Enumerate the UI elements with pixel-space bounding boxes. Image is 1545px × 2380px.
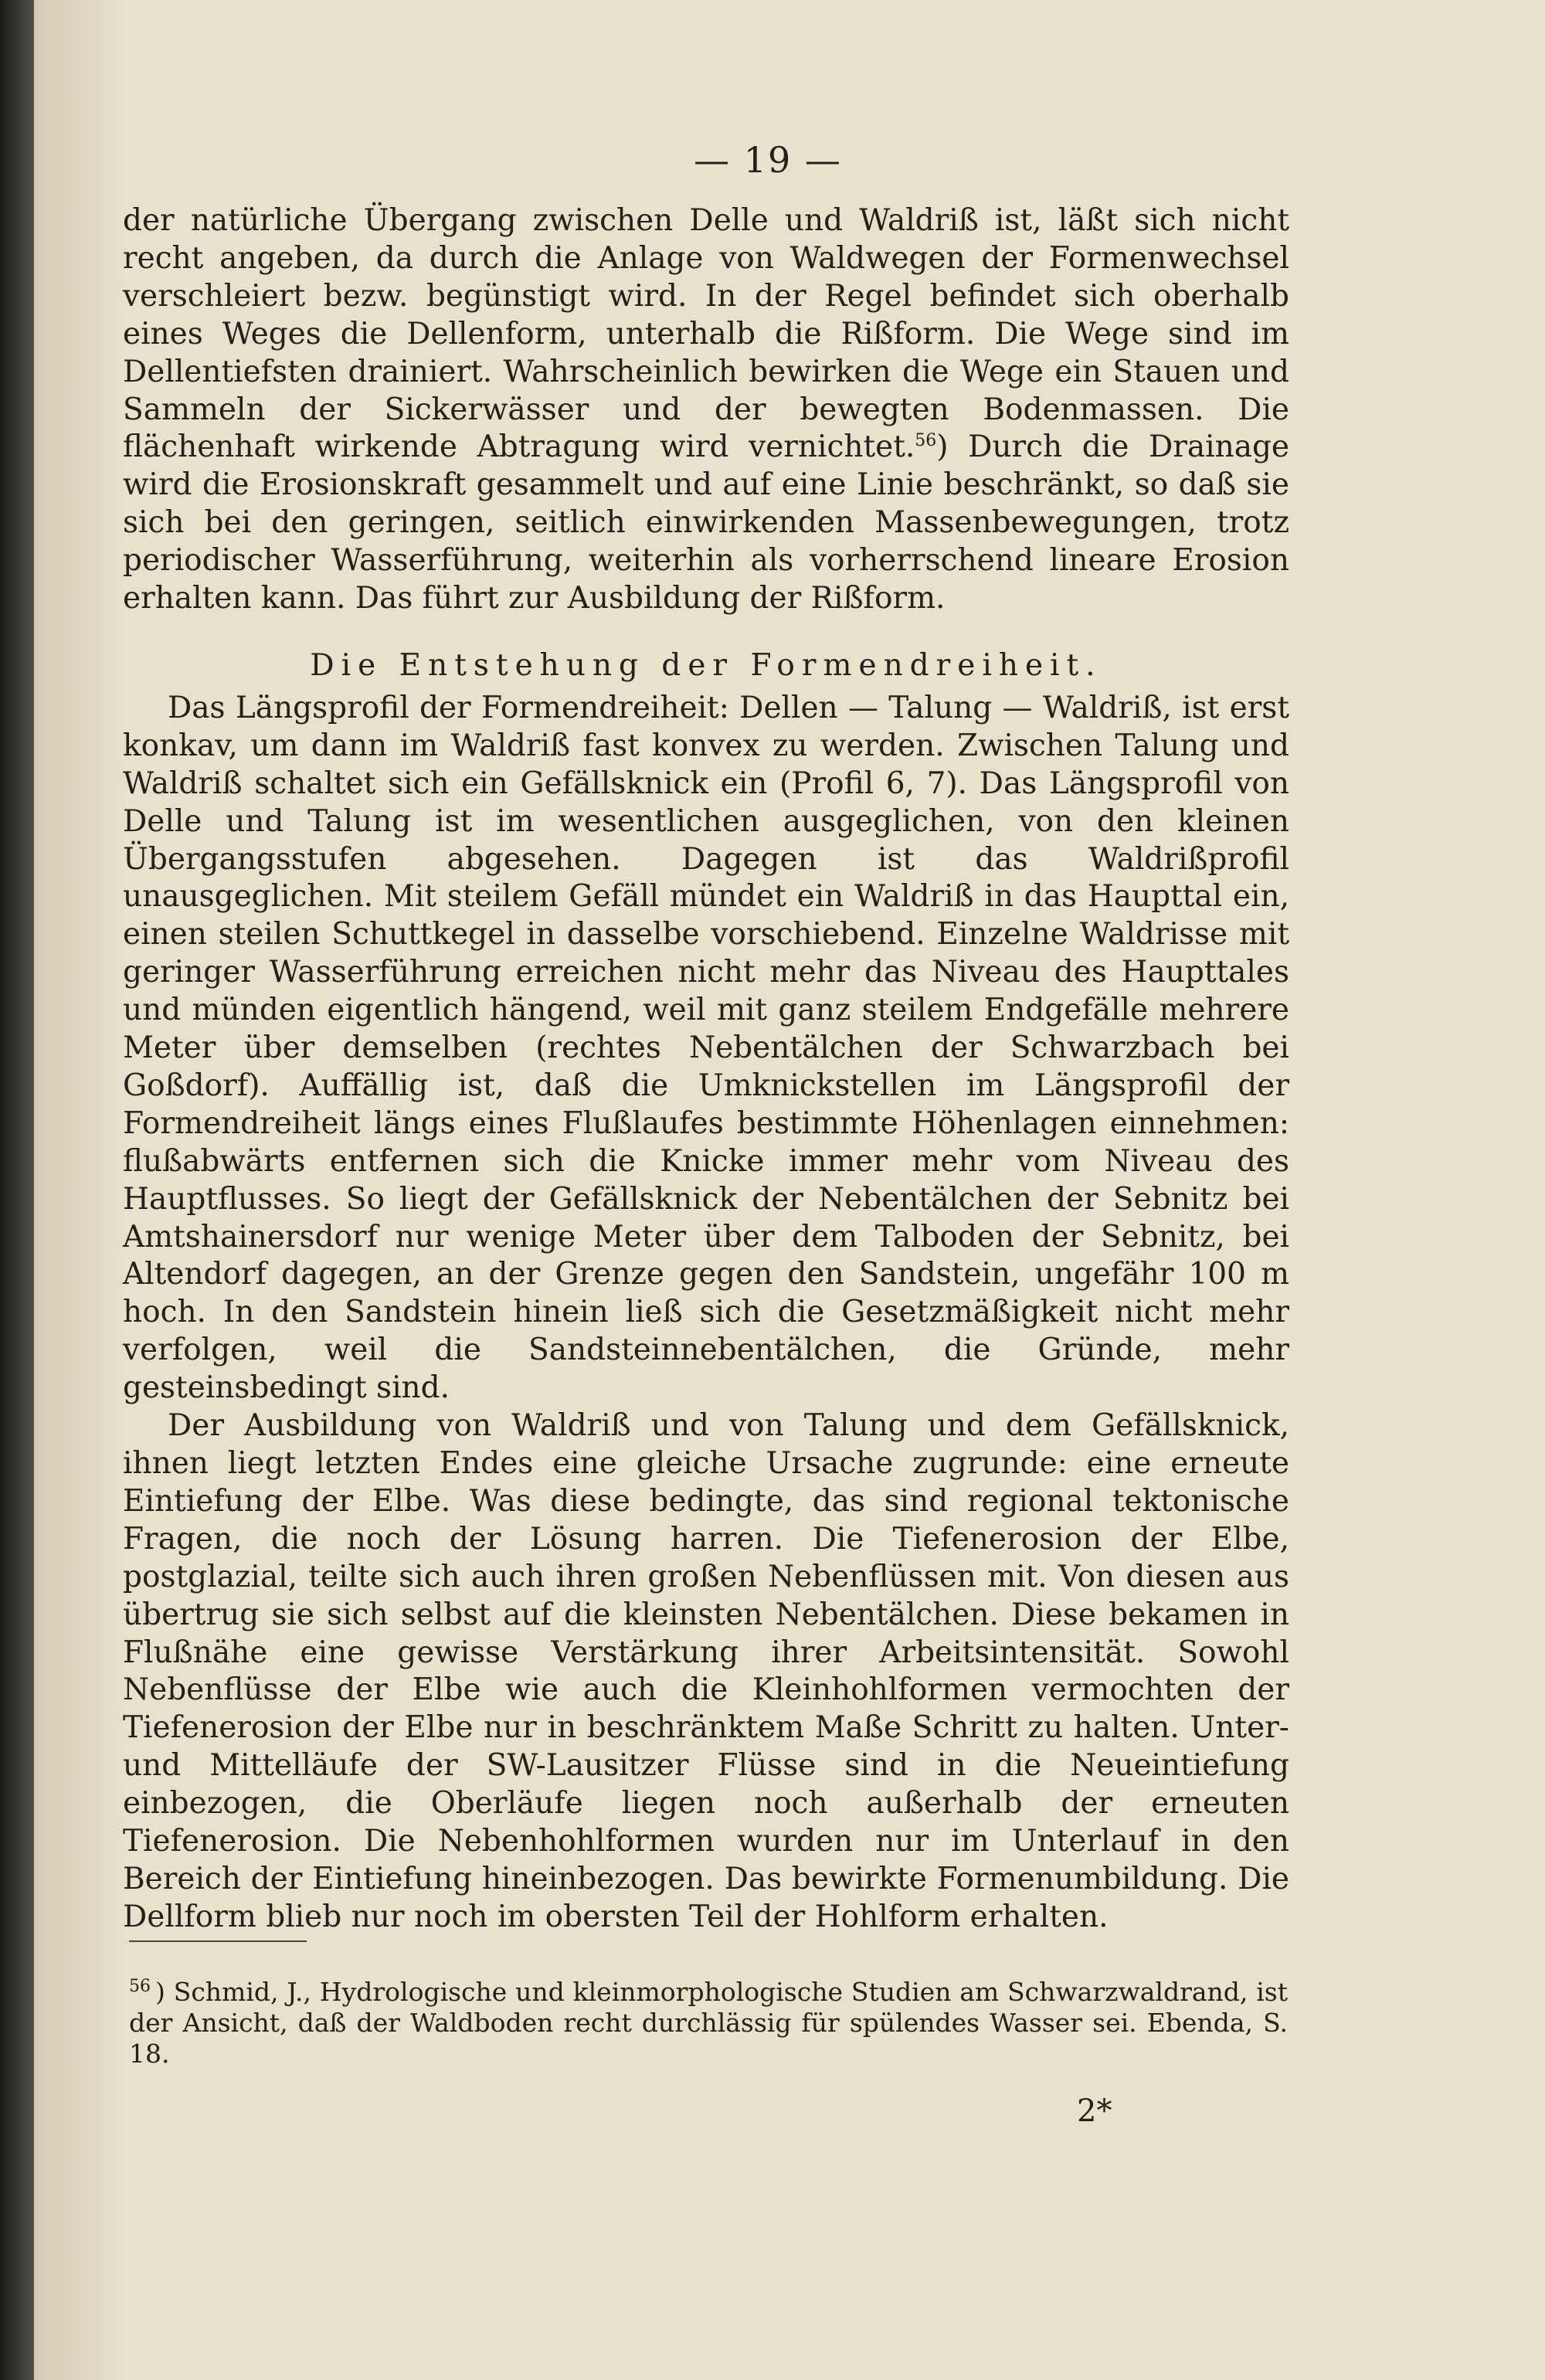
footnote-divider bbox=[129, 1940, 307, 1942]
paragraph-1-text: der natürliche Übergang zwischen Delle und Waldriß ist, läßt sich nicht recht angeben, da durch die Anlage von Waldwegen der Formenwechsel verschleiert bezw. begünstigt wird. In der Regel befindet sich oberhalb eines Weges die Dellenform, unterhalb die Rißform. Die Wege sind im Dellentiefsten drainiert. Wahrscheinlich bewirken die Wege ein Stauen und Sammeln der Sickerwässer und der bewegten Bodenmassen. Die flächenhaft wirkende Abtragung wird vernichtet. bbox=[123, 203, 1289, 465]
paragraph-1-continuation: ) Durch die Drainage wird die Erosionskraft gesammelt und auf eine Linie beschränkt, so daß sie sich bei den geringen, seitlich einwirkenden Massenbewegungen, trotz periodischer Wasserführung, weiterhin als vorherrschend lineare Erosion erhalten kann. Das führt zur Ausbildung der Rißform. bbox=[123, 429, 1289, 616]
body-text bbox=[123, 202, 1289, 1937]
footnote bbox=[129, 1971, 1288, 2069]
paragraph-1 bbox=[123, 202, 1289, 618]
footnote-reference: 56 bbox=[915, 431, 937, 451]
footnote-mark: 56 bbox=[129, 1977, 151, 1996]
page-number: — 19 — bbox=[694, 139, 842, 181]
book-spine-shadow bbox=[0, 0, 34, 2380]
paragraph-3: Der Ausbildung von Waldriß und von Talung und dem Gefällsknick, ihnen liegt letzten Endes eine gleiche Ursache zugrunde: eine erneute Eintiefung der Elbe. Was diese bedingte, das sind regional tektonische Fragen, die noch der Lösung harren. Die Tiefenerosion der Elbe, postglazial, teilte sich auch ihren großen Nebenflüssen mit. Von diesen aus übertrug sie sich selbst auf die kleinsten Nebentälchen. Diese bekamen in Flußnähe eine gewisse Verstärkung ihrer Arbeitsintensität. Sowohl Nebenflüsse der Elbe wie auch die Kleinhohlformen vermochten der Tiefenerosion der Elbe nur in beschränktem Maße Schritt zu halten. Unter- und Mittelläufe der SW-Lausitzer Flüsse sind in die Neueintiefung einbezogen, die Oberläufe liegen noch außerhalb der erneuten Tiefenerosion. Die Nebenhohlformen wurden nur im Unterlauf in den Bereich der Eintiefung hineinbezogen. Das bewirkte Formenumbildung. Die Dellform blieb nur noch im obersten Teil der Hohlform erhalten. bbox=[123, 1408, 1289, 1934]
section-heading: Die Entstehung der Formendreiheit. bbox=[310, 647, 1102, 683]
footnote-text: ) Schmid, J., Hydrologische und kleinmorphologische Studien am Schwarzwaldrand, ist der Ansicht, daß der Waldboden recht durchlässig für spülendes Wasser sei. Ebenda, S. 18. bbox=[129, 1977, 1288, 2069]
paragraph-2: Das Längsprofil der Formendreiheit: Dellen — Talung — Waldriß, ist erst konkav, um dann im Waldriß fast konvex zu werden. Zwischen Talung und Waldriß schaltet sich ein Gefällsknick ein (Profil 6, 7). Das Längsprofil von Delle und Talung ist im wesentlichen ausgeglichen, von den kleinen Übergangsstufen abgesehen. Dagegen ist das Waldrißprofil unausgeglichen. Mit steilem Gefäll mündet ein Waldriß in das Haupttal ein, einen steilen Schuttkegel in dasselbe vorschiebend. Einzelne Waldrisse mit geringer Wasserführung erreichen nicht mehr das Niveau des Haupttales und münden eigentlich hängend, weil mit ganz steilem Endgefälle mehrere Meter über demselben (rechtes Nebentälchen der Schwarzbach bei Goßdorf). Auffällig ist, daß die Umknickstellen im Längsprofil der Formendreiheit längs eines Flußlaufes bestimmte Höhenlagen einnehmen: flußabwärts entfernen sich die Knicke immer mehr vom Niveau des Hauptflusses. So liegt der Gefällsknick der Nebentälchen der Sebnitz bei Amtshainersdorf nur wenige Meter über dem Talboden der Sebnitz, bei Altendorf dagegen, an der Grenze gegen den Sandstein, ungefähr 100 m hoch. In den Sandstein hinein ließ sich die Gesetzmäßigkeit nicht mehr verfolgen, weil die Sandsteinnebentälchen, die Gründe, mehr gesteinsbedingt sind. bbox=[123, 690, 1289, 1406]
sheet-signature: 2* bbox=[1077, 2093, 1112, 2129]
book-page bbox=[34, 0, 1545, 2380]
